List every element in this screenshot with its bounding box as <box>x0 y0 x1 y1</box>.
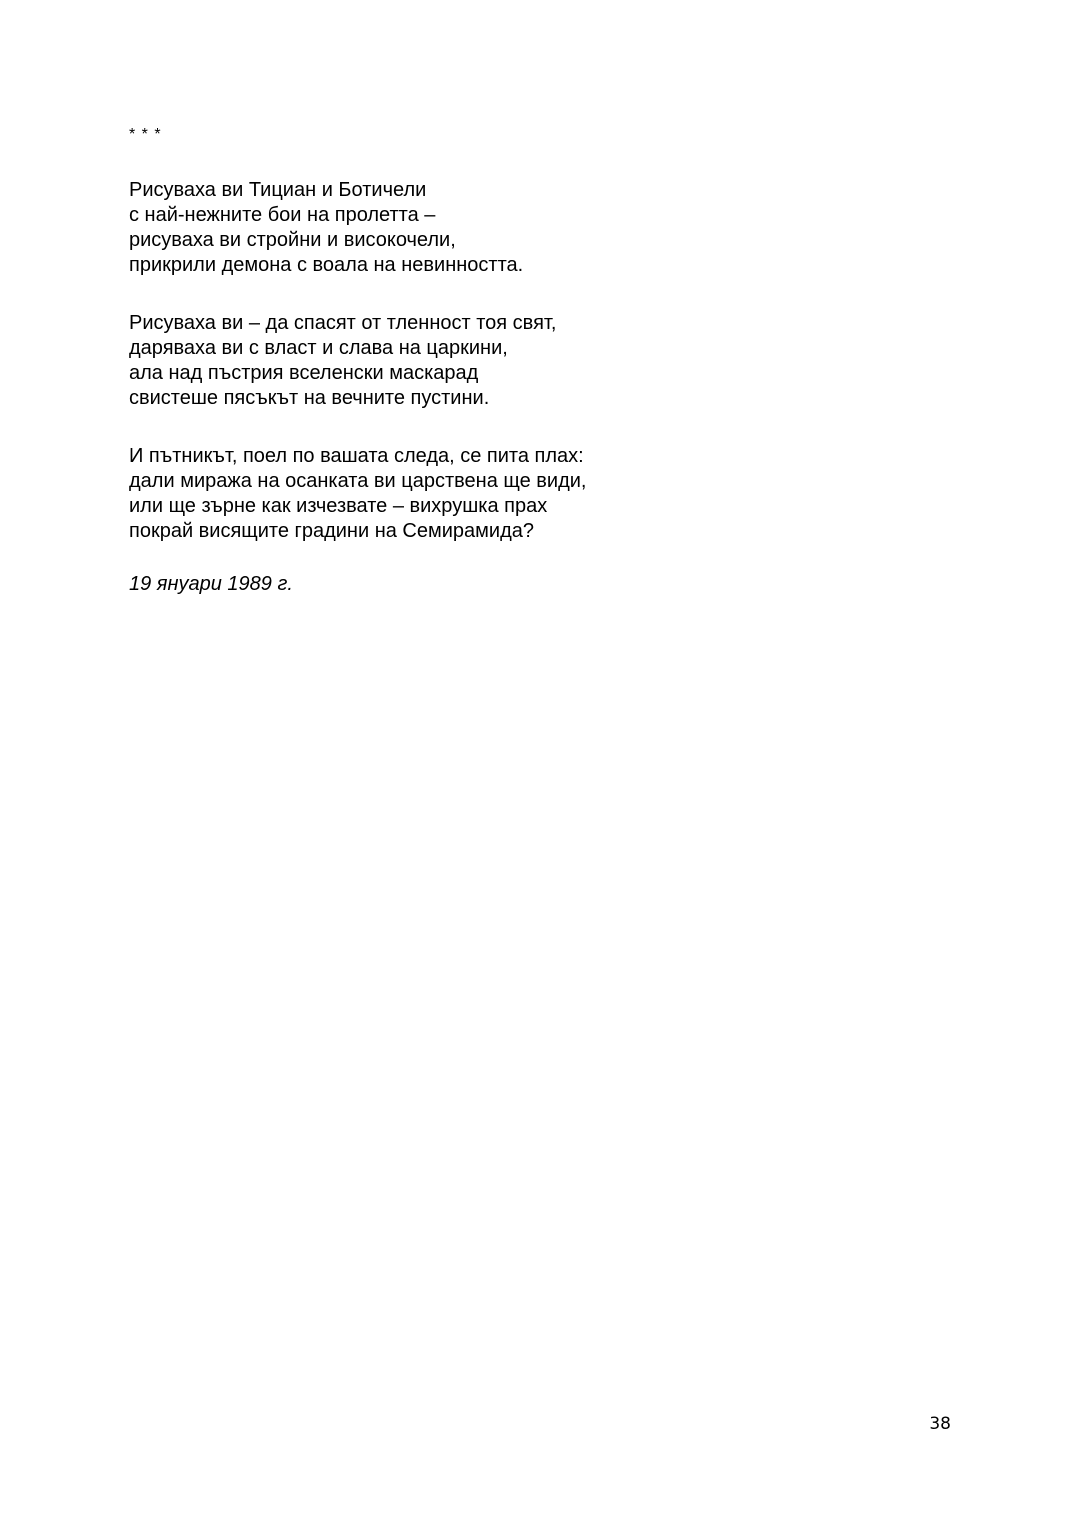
page-number: 38 <box>929 1414 951 1434</box>
poem-line: рисуваха ви стройни и високочели, <box>129 229 456 251</box>
section-separator: * * * <box>129 126 162 143</box>
poem-line: или ще зърне как изчезвате – вихрушка прах <box>129 495 548 517</box>
poem-line: Рисуваха ви – да спасят от тленност тоя свят, <box>129 312 557 334</box>
poem-date: 19 януари 1989 г. <box>129 573 293 595</box>
poem-line: ала над пъстрия вселенски маскарад <box>129 362 479 384</box>
poem-line: даряваха ви с власт и слава на царкини, <box>129 337 508 359</box>
poem-line: покрай висящите градини на Семирамида? <box>129 520 534 542</box>
stanza-3 <box>129 444 949 544</box>
poem-line: с най-нежните бои на пролетта – <box>129 204 436 226</box>
poem-line: И пътникът, поел по вашата следа, се пита плах: <box>129 445 584 467</box>
poem-line: свистеше пясъкът на вечните пустини. <box>129 387 490 409</box>
poem-line: дали миража на осанката ви царствена ще види, <box>129 470 587 492</box>
poem-line: Рисуваха ви Тициан и Ботичели <box>129 179 427 201</box>
stanza-2 <box>129 311 949 411</box>
poem-line: прикрили демона с воала на невинността. <box>129 254 524 276</box>
stanza-1 <box>129 178 949 278</box>
poem <box>129 125 949 597</box>
